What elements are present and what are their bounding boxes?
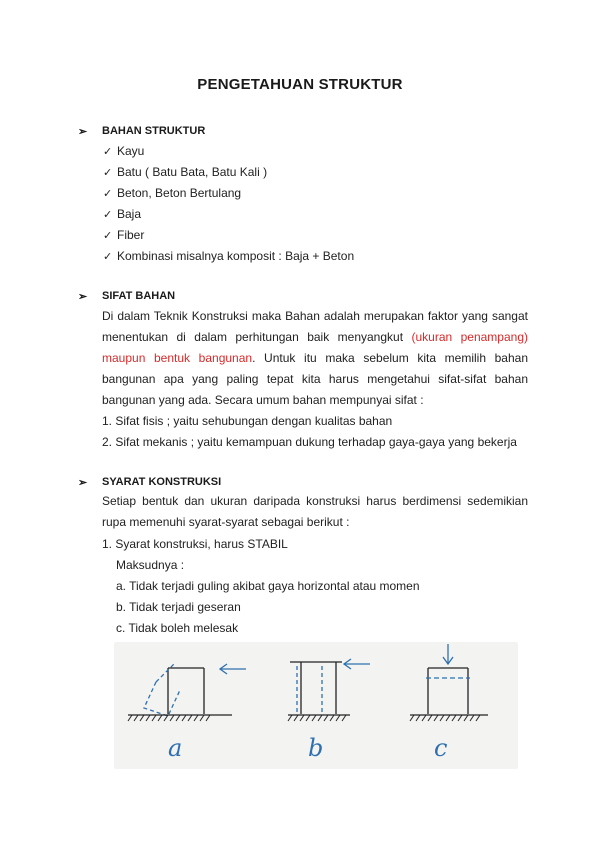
list-item-text: Kayu <box>117 144 145 158</box>
section-heading-text: BAHAN STRUKTUR <box>102 125 206 137</box>
sketch-label-b: b <box>308 734 324 762</box>
stability-sketch-figure <box>114 642 518 769</box>
sketch-panel-a <box>128 664 246 721</box>
sub-list-item: c. Tidak boleh melesak <box>116 621 239 635</box>
sub-list-item: b. Tidak terjadi geseran <box>116 600 241 614</box>
maksud-label: Maksudnya : <box>116 558 185 572</box>
stability-sketch <box>114 642 518 769</box>
list-item <box>103 186 241 200</box>
list-item: 2. Sifat mekanis ; yaitu kemampuan dukung terhadap gaya-gaya yang bekerja <box>102 435 517 449</box>
section-heading-text: SIFAT BAHAN <box>102 290 176 302</box>
sub-list-item: a. Tidak terjadi guling akibat gaya horizontal atau momen <box>116 579 420 593</box>
list-item-text: Fiber <box>117 228 145 242</box>
section-heading-text: SYARAT KONSTRUKSI <box>102 476 222 488</box>
highlighted-text: (ukuran penampang) maupun bentuk bangunan <box>102 330 528 365</box>
checkmark-icon: ✓ <box>103 230 113 242</box>
section-heading-sifat <box>78 290 175 302</box>
arrow-bullet-icon: ➢ <box>78 291 88 303</box>
sketch-panel-c <box>410 644 488 721</box>
sketch-label-a: a <box>168 734 183 762</box>
list-item: 1. Syarat konstruksi, harus STABIL <box>102 537 288 551</box>
page-title: PENGETAHUAN STRUKTUR <box>197 76 403 93</box>
list-item: 1. Sifat fisis ; yaitu sehubungan dengan kualitas bahan <box>102 414 393 428</box>
checkmark-icon: ✓ <box>103 209 113 221</box>
checkmark-icon: ✓ <box>103 146 113 158</box>
list-item <box>103 249 354 263</box>
paragraph-text: . Untuk itu maka sebelum kita memilih bahan bangunan apa yang paling tepat kita harus mengetahui sifat-sifat bahan bangunan yang ada. Secara umum bahan mempunyai sifat : <box>102 351 529 407</box>
sketch-label-c: c <box>434 734 448 762</box>
list-item-text: Kombinasi misalnya komposit : Baja + Beton <box>117 249 355 263</box>
sketch-panel-b <box>288 659 370 721</box>
list-item <box>103 165 267 179</box>
checkmark-icon: ✓ <box>103 167 113 179</box>
list-item <box>103 144 144 158</box>
syarat-paragraph: Setiap bentuk dan ukuran daripada konstruksi harus berdimensi sedemikian rupa memenuhi syarat-syarat sebagai berikut : <box>102 494 528 529</box>
list-item-text: Beton, Beton Bertulang <box>117 186 242 200</box>
checkmark-icon: ✓ <box>103 251 113 263</box>
section-heading-syarat <box>78 476 221 488</box>
paragraph-text: Di dalam Teknik Konstruksi maka Bahan adalah merupakan faktor yang sangat menentukan di dalam perhitungan baik menyangkut <box>102 309 528 344</box>
arrow-bullet-icon: ➢ <box>78 126 88 138</box>
list-item-text: Batu ( Batu Bata, Batu Kali ) <box>117 165 268 179</box>
list-item <box>103 228 144 242</box>
checkmark-icon: ✓ <box>103 188 113 200</box>
list-item <box>103 207 141 221</box>
sifat-paragraph <box>102 306 528 411</box>
list-item-text: Baja <box>117 207 142 221</box>
section-heading-bahan <box>78 125 205 137</box>
arrow-bullet-icon: ➢ <box>78 477 88 489</box>
